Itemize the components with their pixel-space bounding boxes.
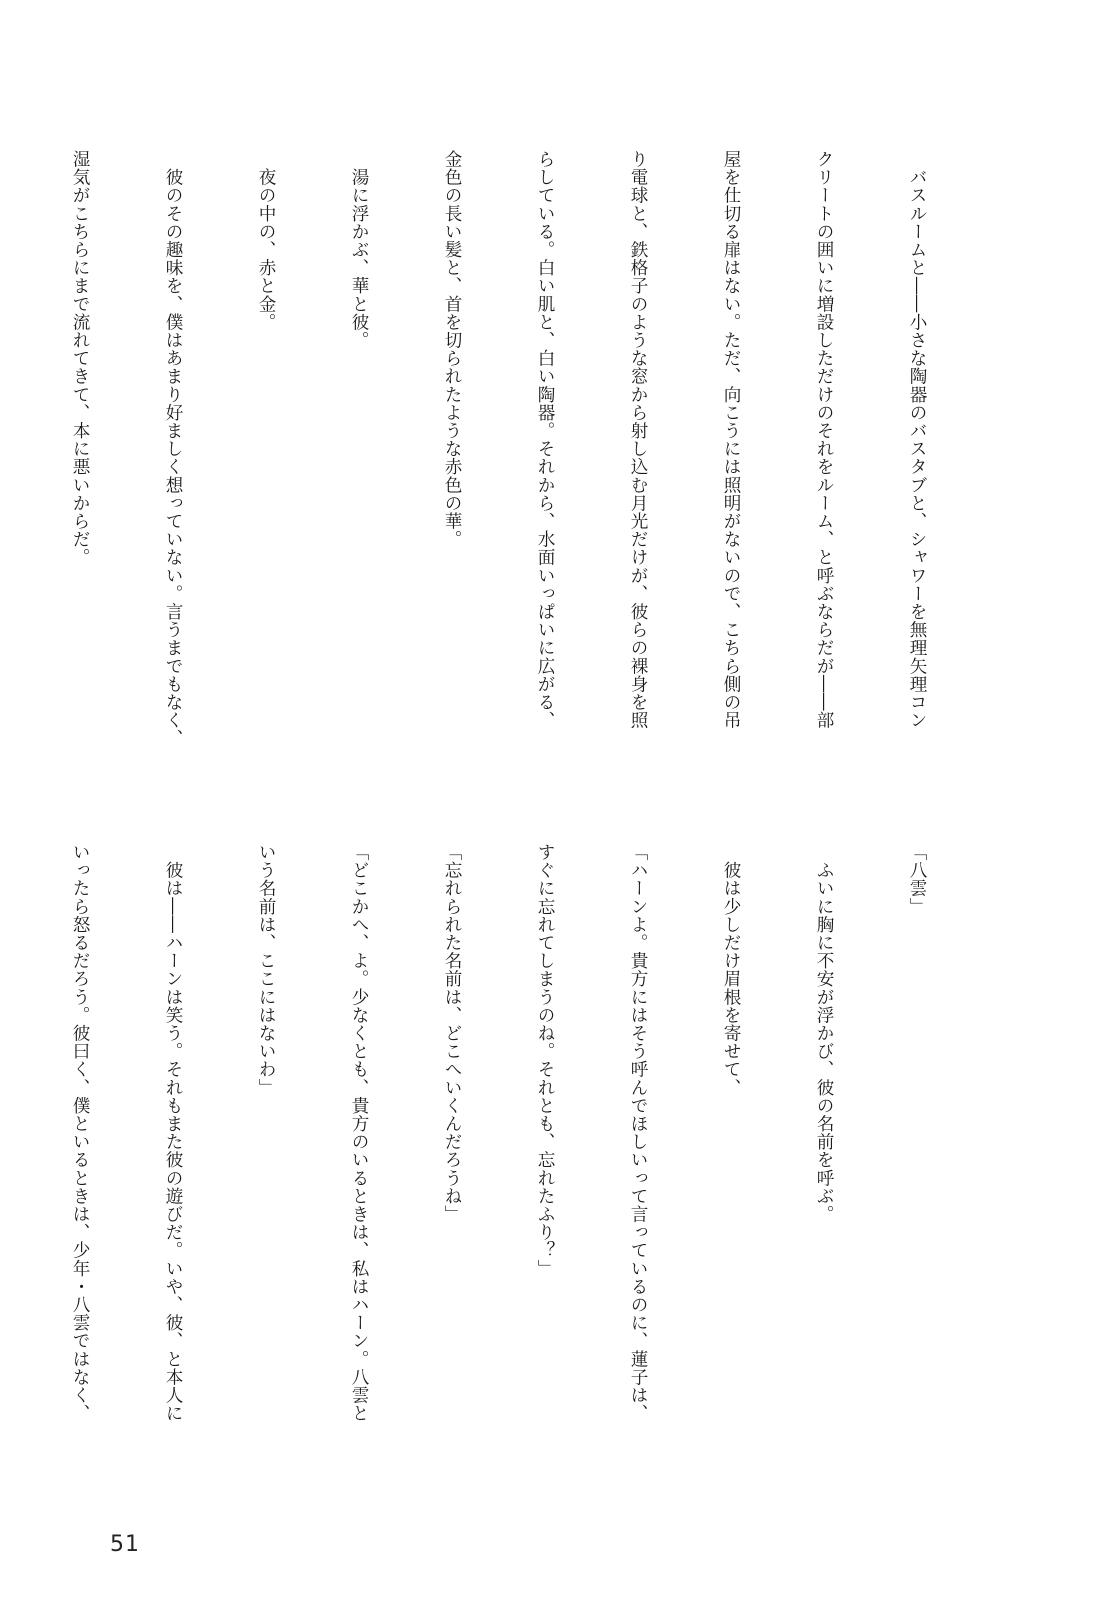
text-line: 金色の長い髪と、首を切られたような赤色の華。 xyxy=(442,150,462,549)
upper-text-block xyxy=(0,150,994,845)
text-line: いう名前は、ここにはないわ」 xyxy=(256,843,276,1097)
text-line: 彼は――ハーンは笑う。それもまた彼の遊びだ。いや、彼、と本人に xyxy=(163,843,183,1423)
text-line: クリートの囲いに増設しただけのそれをルーム、と呼ぶならだが――部 xyxy=(814,150,834,730)
text-line: 「忘れられた名前は、どこへいくんだろうね」 xyxy=(442,843,462,1224)
text-line: 彼のその趣味を、僕はあまり好ましく想っていない。言うまでもなく、 xyxy=(163,150,183,748)
text-line: 「ハーンよ。貴方にはそう呼んでほしいって言っているのに、蓮子は、 xyxy=(628,843,648,1423)
text-line: 夜の中の、赤と金。 xyxy=(256,150,276,331)
text-line: 彼は少しだけ眉根を寄せて、 xyxy=(721,843,741,1097)
text-line: らしている。白い肌と、白い陶器。それから、水面いっぱいに広がる、 xyxy=(535,150,555,730)
text-line: 屋を仕切る扉はない。ただ、向こうには照明がないので、こちら側の吊 xyxy=(721,150,741,730)
text-line: すぐに忘れてしまうのね。それとも、忘れたふり？」 xyxy=(535,843,555,1278)
text-line xyxy=(0,150,2,845)
text-line: り電球と、鉄格子のような窓から射し込む月光だけが、彼らの裸身を照 xyxy=(628,150,648,730)
lower-text-block xyxy=(0,843,994,1533)
text-line: 湿気がこちらにまで流れてきて、本に悪いからだ。 xyxy=(70,150,90,567)
text-line: 湯に浮かぶ、華と彼。 xyxy=(349,150,369,350)
text-line: 「どこかへ、よ。少なくとも、貴方のいるときは、私はハーン。八雲と xyxy=(349,843,369,1423)
text-line: いったら怒るだろう。彼曰く、僕といるときは、少年・八雲ではなく、 xyxy=(70,843,90,1423)
page-number: 51 xyxy=(110,1532,140,1557)
text-line: 「八雲」 xyxy=(907,843,927,916)
text-line: ふいに胸に不安が浮かび、彼の名前を呼ぶ。 xyxy=(814,843,834,1224)
text-line xyxy=(0,843,2,1533)
text-line: バスルームと――小さな陶器のバスタブと、シャワーを無理矢理コン xyxy=(907,150,927,730)
